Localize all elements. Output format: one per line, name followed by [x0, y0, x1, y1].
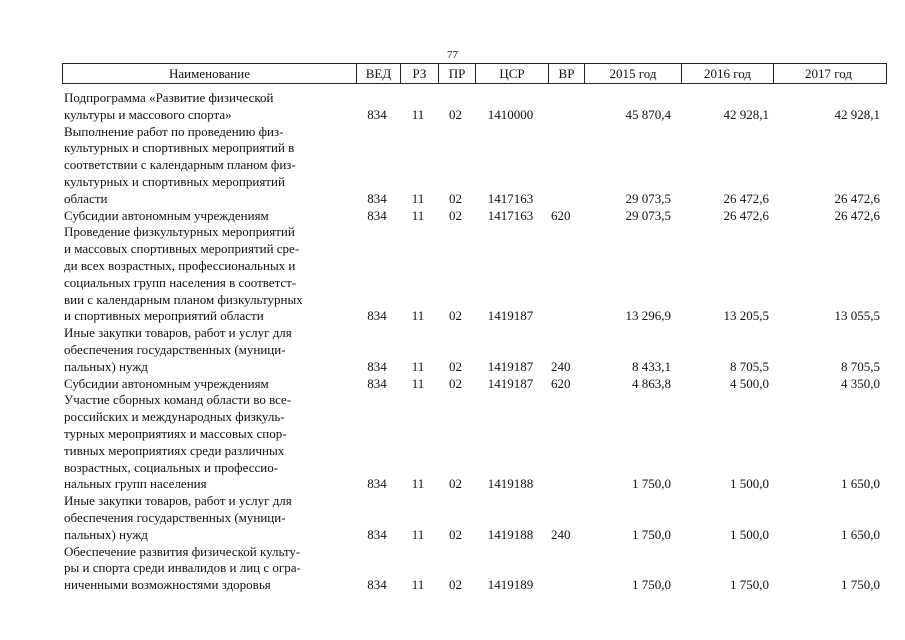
- row-rz: 11: [411, 526, 425, 542]
- row-rz: 11: [411, 358, 425, 374]
- row-ved: 834: [367, 577, 387, 593]
- row-name: Иные закупки товаров, работ и услуг для обеспечения государственных (муници- пальных) нужд: [64, 493, 292, 542]
- row-2015: 4 863,8: [632, 375, 671, 391]
- row-name: Иные закупки товаров, работ и услуг для обеспечения государственных (муници- пальных) нужд: [64, 325, 292, 374]
- row-2016: 4 500,0: [730, 375, 769, 391]
- row-name: Проведение физкультурных мероприятий и массовых спортивных мероприятий сре- ди всех возрастных, профессиональных и социальных групп населения в соответст- вии с календарным планом физкультурных и спортивных мероприятий области: [64, 224, 303, 324]
- header-csr: ЦСР: [475, 64, 548, 83]
- row-2016: 8 705,5: [730, 358, 769, 374]
- row-rz: 11: [411, 308, 425, 324]
- row-pr: 02: [449, 308, 462, 324]
- row-2017: 1 650,0: [841, 476, 880, 492]
- row-2016: 42 928,1: [723, 106, 769, 122]
- row-2015: 1 750,0: [632, 526, 671, 542]
- table-body: [62, 90, 887, 594]
- table-row: [62, 392, 887, 493]
- row-csr: 1419188: [487, 476, 534, 492]
- row-csr: 1410000: [487, 106, 534, 122]
- row-ved: 834: [367, 526, 387, 542]
- row-rz: 11: [411, 476, 425, 492]
- header-name: Наименование: [169, 66, 250, 81]
- page-number: 77: [447, 49, 458, 61]
- row-2016: 1 500,0: [730, 476, 769, 492]
- row-2015: 45 870,4: [625, 106, 671, 122]
- table-row: [62, 90, 887, 124]
- row-2016: 13 205,5: [723, 308, 769, 324]
- row-rz: 11: [411, 106, 425, 122]
- row-2015: 13 296,9: [625, 308, 671, 324]
- row-2015: 8 433,1: [632, 358, 671, 374]
- row-pr: 02: [449, 577, 462, 593]
- row-pr: 02: [449, 106, 462, 122]
- row-ved: 834: [367, 106, 387, 122]
- row-ved: 834: [367, 358, 387, 374]
- row-2017: 8 705,5: [841, 358, 880, 374]
- header-2017: 2017 год: [773, 64, 883, 83]
- row-rz: 11: [411, 207, 425, 223]
- row-pr: 02: [449, 190, 462, 206]
- header-2016: 2016 год: [681, 64, 773, 83]
- header-ved: ВЕД: [356, 64, 400, 83]
- row-2016: 1 750,0: [730, 577, 769, 593]
- row-2017: 42 928,1: [834, 106, 880, 122]
- row-pr: 02: [449, 526, 462, 542]
- row-name: Выполнение работ по проведению физ- культурных и спортивных мероприятий в соответствии с календарным планом физ- культурных и спортивных мероприятий области: [64, 123, 296, 206]
- row-2015: 29 073,5: [625, 190, 671, 206]
- row-pr: 02: [449, 207, 462, 223]
- row-2017: 26 472,6: [834, 207, 880, 223]
- row-2015: 29 073,5: [625, 207, 671, 223]
- table-row: [62, 208, 887, 225]
- row-ved: 834: [367, 476, 387, 492]
- row-csr: 1419187: [487, 358, 534, 374]
- row-vr: 240: [551, 526, 571, 542]
- row-vr: 620: [551, 207, 571, 223]
- table-header: [62, 63, 887, 84]
- header-rz: РЗ: [400, 64, 438, 83]
- row-csr: 1417163: [487, 207, 534, 223]
- row-2016: 1 500,0: [730, 526, 769, 542]
- row-name: Подпрограмма «Развитие физической культуры и массового спорта»: [64, 90, 274, 122]
- table-row: [62, 544, 887, 594]
- table-row: [62, 124, 887, 208]
- row-2017: 1 750,0: [841, 577, 880, 593]
- row-csr: 1419188: [487, 526, 534, 542]
- row-2016: 26 472,6: [723, 207, 769, 223]
- row-name: Участие сборных команд области во все- российских и международных физкуль- турных мероприятиях и массовых спор- тивных мероприятиях среди различных возрастных, социальных и профессио- нальных групп населения: [64, 392, 292, 492]
- row-csr: 1419187: [487, 308, 534, 324]
- row-2017: 4 350,0: [841, 375, 880, 391]
- row-2017: 1 650,0: [841, 526, 880, 542]
- row-rz: 11: [411, 375, 425, 391]
- row-csr: 1419187: [487, 375, 534, 391]
- row-ved: 834: [367, 308, 387, 324]
- row-ved: 834: [367, 207, 387, 223]
- row-name: Субсидии автономным учреждениям: [64, 207, 269, 223]
- row-2015: 1 750,0: [632, 577, 671, 593]
- row-name: Обеспечение развития физической культу- ры и спорта среди инвалидов и лиц с огра- ниченными возможностями здоровья: [64, 543, 301, 593]
- row-rz: 11: [411, 190, 425, 206]
- row-rz: 11: [411, 577, 425, 593]
- header-2015: 2015 год: [584, 64, 681, 83]
- row-2017: 13 055,5: [834, 308, 880, 324]
- row-2017: 26 472,6: [834, 190, 880, 206]
- row-pr: 02: [449, 476, 462, 492]
- header-pr: ПР: [438, 64, 475, 83]
- row-name: Субсидии автономным учреждениям: [64, 375, 269, 391]
- row-csr: 1417163: [487, 190, 534, 206]
- table-row: [62, 493, 887, 543]
- table-row: [62, 376, 887, 393]
- row-csr: 1419189: [487, 577, 534, 593]
- row-vr: 620: [551, 375, 571, 391]
- row-pr: 02: [449, 375, 462, 391]
- row-ved: 834: [367, 375, 387, 391]
- row-2015: 1 750,0: [632, 476, 671, 492]
- row-2016: 26 472,6: [723, 190, 769, 206]
- header-vr: ВР: [548, 64, 584, 83]
- row-pr: 02: [449, 358, 462, 374]
- table-row: [62, 224, 887, 325]
- table-row: [62, 325, 887, 375]
- row-ved: 834: [367, 190, 387, 206]
- row-vr: 240: [551, 358, 571, 374]
